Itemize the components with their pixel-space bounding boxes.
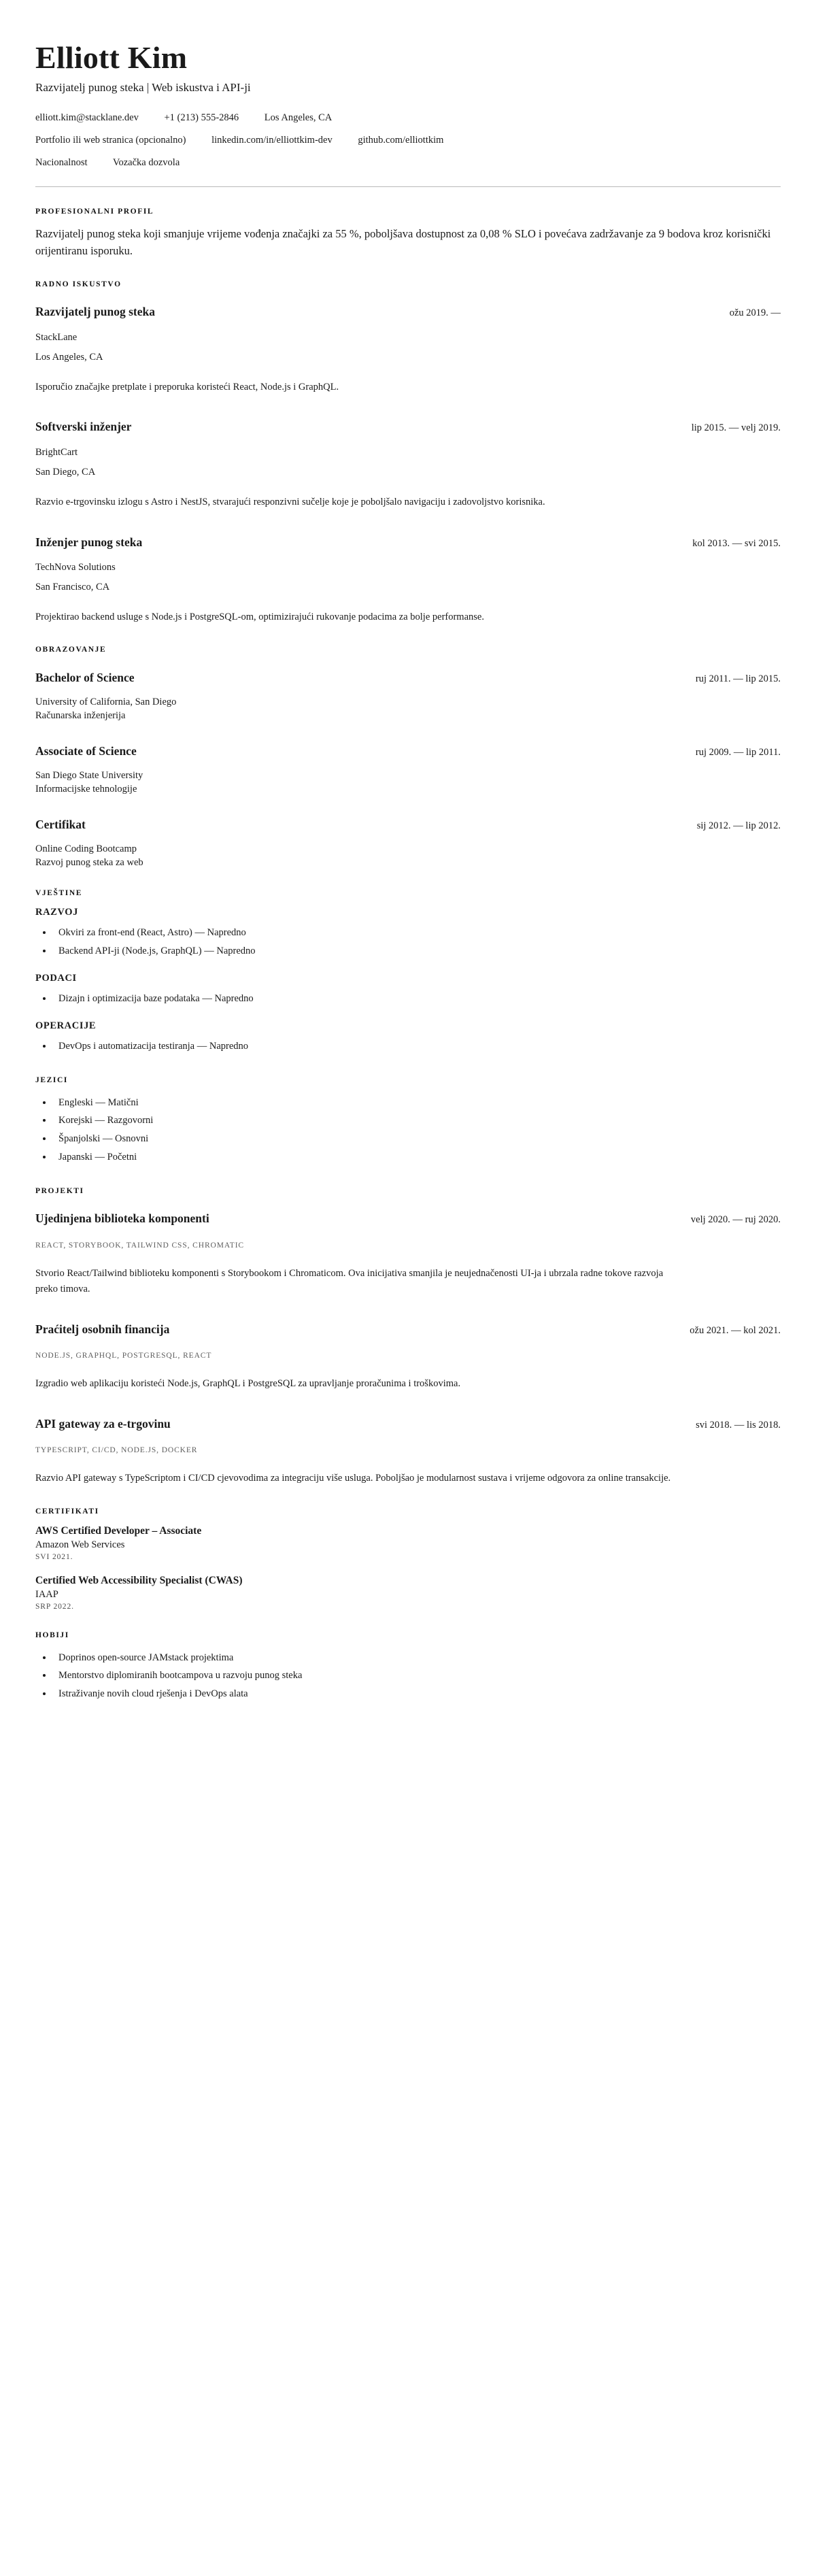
skill-group: [35, 907, 781, 960]
section-education: [35, 646, 781, 869]
skill-group-name: PODACI: [35, 972, 77, 984]
language-list: [35, 1094, 781, 1167]
experience-role: Razvijatelj punog steka: [35, 305, 155, 319]
skill-item: • DevOps i automatizacija testiranja — Napredno: [53, 1037, 781, 1056]
project-name: Praćitelj osobnih financija: [35, 1322, 170, 1336]
contact-email: elliott.kim@stacklane.dev: [35, 112, 139, 123]
certificate-org: IAAP: [35, 1588, 58, 1600]
section-profile: [35, 207, 781, 260]
contact-phone: +1 (213) 555-2846: [164, 112, 239, 123]
section-title-experience: RADNO ISKUSTVO: [35, 280, 122, 288]
project-tags: REACT, STORYBOOK, TAILWIND CSS, CHROMATIC: [35, 1241, 244, 1250]
project-dates: svi 2018. — lis 2018.: [696, 1419, 781, 1431]
experience-item: [35, 298, 781, 395]
certificate-name: Certified Web Accessibility Specialist (CWAS): [35, 1574, 243, 1586]
education-school: San Diego State University: [35, 770, 143, 782]
section-projects: [35, 1187, 781, 1487]
project-item: [35, 1205, 781, 1297]
skill-item: • Backend API-ji (Node.js, GraphQL) — Napredno: [53, 942, 781, 960]
education-item: [35, 737, 781, 795]
education-dates: ruj 2011. — lip 2015.: [695, 673, 781, 684]
language-item: • Španjolski — Osnovni: [53, 1130, 781, 1148]
section-languages: [35, 1076, 781, 1167]
section-title-languages: JEZICI: [35, 1075, 68, 1084]
project-description: Stvorio React/Tailwind biblioteku komponenti s Storybookom i Chromaticom. Ova inicijativa smanjila je neujednačenosti UI-ja i ubrzala radne tokove razvoja preko timova.: [35, 1267, 664, 1294]
certificate-item: [35, 1575, 781, 1611]
experience-description: Razvio e-trgovinsku izlogu s Astro i NestJS, stvarajući responzivni sučelje koje je poboljšalo navigaciju i zadovoljstvo korisnika.: [35, 496, 545, 507]
contact-row-1: [35, 112, 781, 124]
project-item: [35, 1409, 781, 1486]
language-item: • Japanski — Početni: [53, 1148, 781, 1167]
skill-list: [35, 924, 781, 960]
contact-nationality: Nacionalnost: [35, 156, 88, 168]
contact-row-2: [35, 135, 781, 146]
hobby-list: [35, 1649, 781, 1703]
candidate-headline: Razvijatelj punog steka | Web iskustva i API-ji: [35, 80, 251, 94]
skill-list: [35, 1037, 781, 1056]
project-name: API gateway za e-trgovinu: [35, 1416, 171, 1431]
education-field: Informacijske tehnologije: [35, 784, 137, 795]
education-field: Razvoj punog steka za web: [35, 857, 143, 869]
section-experience: [35, 280, 781, 626]
skill-group-name: OPERACIJE: [35, 1020, 97, 1031]
experience-role: Inženjer punog steka: [35, 535, 143, 549]
certificate-date: SRP 2022.: [35, 1602, 74, 1611]
project-tags: TYPESCRIPT, CI/CD, NODE.JS, DOCKER: [35, 1446, 198, 1455]
language-item: • Engleski — Matični: [53, 1094, 781, 1112]
hobby-item: • Istraživanje novih cloud rješenja i DevOps alata: [53, 1685, 781, 1703]
hobby-item: • Doprinos open-source JAMstack projektima: [53, 1649, 781, 1667]
education-degree: Certifikat: [35, 817, 86, 831]
certificate-name: AWS Certified Developer – Associate: [35, 1524, 202, 1537]
project-dates: ožu 2021. — kol 2021.: [690, 1324, 781, 1336]
skill-item: • Okviri za front-end (React, Astro) — Napredno: [53, 924, 781, 942]
experience-company: TechNova Solutions: [35, 562, 116, 573]
skill-group: [35, 1020, 781, 1056]
section-title-profile: PROFESIONALNI PROFIL: [35, 207, 154, 216]
contact-portfolio: Portfolio ili web stranica (opcionalno): [35, 134, 186, 146]
section-title-skills: VJEŠTINE: [35, 889, 83, 898]
section-title-certificates: CERTIFIKATI: [35, 1507, 99, 1516]
experience-dates: lip 2015. — velj 2019.: [691, 422, 781, 434]
education-school: University of California, San Diego: [35, 697, 177, 708]
language-item: • Korejski — Razgovorni: [53, 1111, 781, 1130]
experience-description: Isporučio značajke pretplate i preporuka koristeći React, Node.js i GraphQL.: [35, 381, 339, 392]
project-item: [35, 1315, 781, 1392]
project-description: Izgradio web aplikaciju koristeći Node.js, GraphQL i PostgreSQL za upravljanje proračunima i troškovima.: [35, 1378, 461, 1390]
skill-group: [35, 973, 781, 1008]
education-school: Online Coding Bootcamp: [35, 843, 137, 855]
education-field: Računarska inženjerija: [35, 710, 126, 722]
experience-dates: ožu 2019. —: [729, 307, 781, 319]
project-description: Razvio API gateway s TypeScriptom i CI/CD cjevovodima za integraciju više usluga. Poboljšao je modularnost sustava i vrijeme odgovora za online transakcije.: [35, 1473, 671, 1484]
experience-item: [35, 413, 781, 510]
education-dates: sij 2012. — lip 2012.: [696, 820, 781, 831]
section-title-hobbies: HOBIJI: [35, 1630, 69, 1639]
education-item: [35, 663, 781, 722]
experience-role: Softverski inženjer: [35, 420, 132, 434]
project-dates: velj 2020. — ruj 2020.: [690, 1214, 781, 1226]
experience-location: San Diego, CA: [35, 466, 96, 478]
certificate-item: [35, 1525, 781, 1561]
section-certificates: [35, 1507, 781, 1611]
candidate-name: Elliott Kim: [35, 40, 188, 75]
project-name: Ujedinjena biblioteka komponenti: [35, 1211, 209, 1226]
experience-location: San Francisco, CA: [35, 582, 110, 593]
section-title-education: OBRAZOVANJE: [35, 646, 107, 654]
section-skills: [35, 889, 781, 1055]
contact-linkedin: linkedin.com/in/elliottkim-dev: [211, 134, 333, 146]
certificate-date: SVI 2021.: [35, 1552, 73, 1561]
education-degree: Associate of Science: [35, 743, 137, 758]
education-dates: ruj 2009. — lip 2011.: [695, 746, 781, 758]
education-item: [35, 810, 781, 869]
skill-item: • Dizajn i optimizacija baze podataka — Napredno: [53, 990, 781, 1008]
contact-driving-license: Vozačka dozvola: [112, 156, 180, 168]
contact-location: Los Angeles, CA: [264, 112, 333, 123]
skill-group-name: RAZVOJ: [35, 907, 78, 918]
section-hobbies: [35, 1631, 781, 1703]
section-title-projects: PROJEKTI: [35, 1186, 84, 1195]
education-degree: Bachelor of Science: [35, 670, 135, 684]
header-divider: [35, 186, 781, 187]
experience-location: Los Angeles, CA: [35, 351, 103, 363]
hobby-item: • Mentorstvo diplomiranih bootcampova u razvoju punog steka: [53, 1667, 781, 1685]
resume-header: [35, 41, 781, 169]
contact-github: github.com/elliottkim: [358, 134, 444, 146]
experience-description: Projektirao backend usluge s Node.js i PostgreSQL-om, optimizirajući rukovanje podacima za bolje performanse.: [35, 612, 484, 623]
profile-text: Razvijatelj punog steka koji smanjuje vrijeme vođenja značajki za 55 %, poboljšava dostupnost za 0,08 % SLO i povećava zadržavanje za 9 bodova kroz korisnički orijentiranu isporuku.: [35, 227, 771, 258]
experience-dates: kol 2013. — svi 2015.: [692, 537, 781, 549]
experience-company: BrightCart: [35, 446, 78, 458]
project-tags: NODE.JS, GRAPHQL, POSTGRESQL, REACT: [35, 1352, 212, 1360]
experience-company: StackLane: [35, 331, 78, 343]
experience-item: [35, 528, 781, 625]
contact-row-3: [35, 157, 781, 169]
skill-list: [35, 990, 781, 1008]
certificate-org: Amazon Web Services: [35, 1539, 125, 1550]
